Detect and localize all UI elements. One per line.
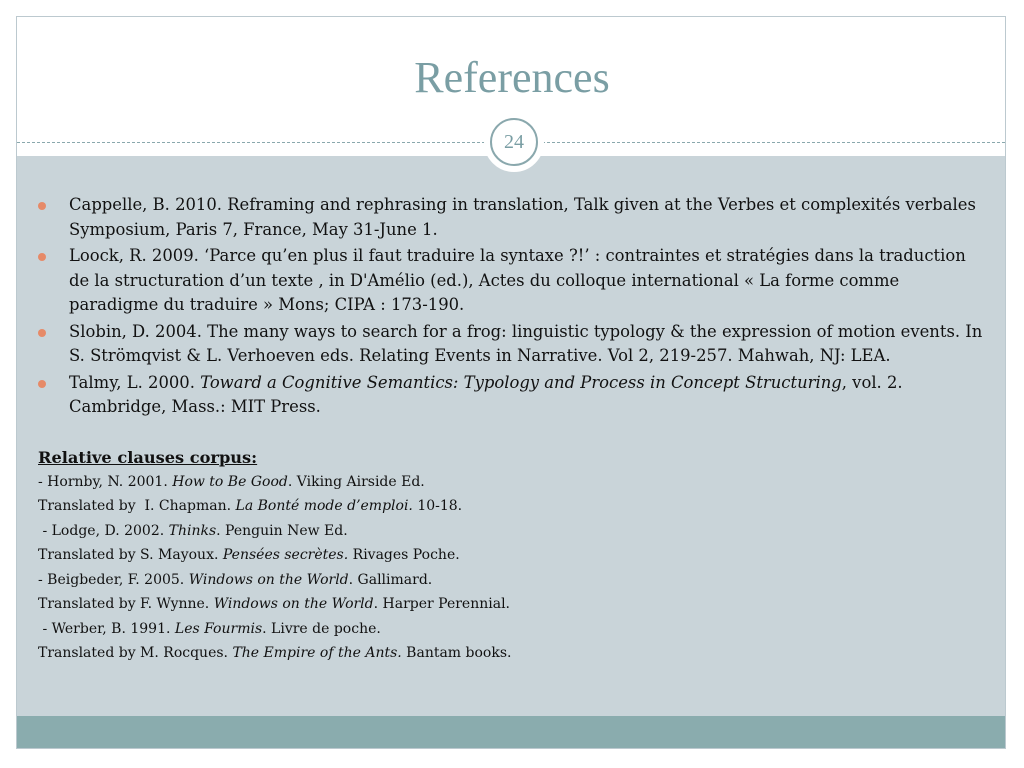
corpus-title: Windows on the World: [188, 571, 349, 588]
corpus-text: . Penguin New Ed.: [216, 522, 348, 539]
reference-title: Toward a Cognitive Semantics: Typology and Process in Concept Structuring: [200, 372, 842, 392]
corpus-text: 10-18.: [412, 498, 463, 514]
reference-list: [38, 193, 983, 420]
bullet-icon: [38, 380, 46, 388]
corpus-line: [38, 592, 983, 617]
corpus-title: Thinks: [168, 522, 217, 539]
corpus-line: [38, 494, 983, 519]
footer-band: [17, 716, 1005, 748]
corpus-text: . Livre de poche.: [262, 620, 381, 637]
reference-item: [38, 244, 983, 318]
corpus-text: - Lodge, D. 2002.: [38, 522, 169, 539]
corpus-line: [38, 641, 983, 666]
reference-item: [38, 193, 983, 242]
corpus-text: - Beigbeder, F. 2005.: [38, 571, 189, 588]
corpus-text: Translated by I. Chapman.: [38, 498, 236, 514]
corpus-text: - Werber, B. 1991.: [38, 620, 175, 637]
reference-item: [38, 320, 983, 369]
corpus-text: . Viking Airside Ed.: [287, 473, 425, 490]
corpus-text: . Gallimard.: [348, 571, 433, 588]
slide-content: [38, 193, 983, 666]
corpus-title: Pensées secrètes.: [222, 547, 349, 563]
reference-text: Slobin, D. 2004. The many ways to search for a frog: linguistic typology & the expression of motion events. In S. Strömqvist & L. Verhoeven eds. Relating Events in Narrative. Vol 2, 219-257. Mahwah, NJ: LEA.: [69, 321, 983, 365]
bullet-icon: [38, 253, 46, 261]
corpus-title: Les Fourmis: [174, 620, 263, 637]
corpus-list: [38, 470, 983, 666]
corpus-text: Translated by M. Rocques.: [38, 645, 233, 661]
corpus-text: Bantam books.: [401, 645, 512, 661]
corpus-line: [38, 519, 983, 544]
slide-number: 24: [490, 118, 538, 166]
corpus-title: How to Be Good: [172, 473, 288, 490]
corpus-line: [38, 470, 983, 495]
corpus-heading: Relative clauses corpus:: [38, 447, 258, 467]
corpus-text: Translated by F. Wynne.: [38, 596, 214, 612]
reference-text-post: , vol. 2. Cambridge, Mass.: MIT Press.: [69, 372, 903, 416]
corpus-title: La Bonté mode d’emploi.: [235, 498, 413, 514]
slide-title: References: [414, 53, 610, 102]
reference-item: [38, 371, 983, 420]
bullet-icon: [38, 202, 46, 210]
corpus-title: The Empire of the Ants.: [232, 645, 402, 661]
corpus-text: . Harper Perennial.: [373, 596, 511, 612]
reference-text: Cappelle, B. 2010. Reframing and rephrasing in translation, Talk given at the Verbes et complexités verbales Symposium, Paris 7, France, May 31-June 1.: [69, 195, 976, 239]
corpus-line: [38, 617, 983, 642]
slide-number-badge: [484, 112, 544, 172]
corpus-line: [38, 568, 983, 593]
corpus-text: Translated by S. Mayoux.: [38, 547, 223, 563]
reference-text-pre: Talmy, L. 2000.: [69, 372, 201, 392]
bullet-icon: [38, 329, 46, 337]
corpus-text: - Hornby, N. 2001.: [38, 473, 173, 490]
corpus-line: [38, 543, 983, 568]
reference-text: Loock, R. 2009. ‘Parce qu’en plus il faut traduire la syntaxe ?!’ : contraintes et stratégies dans la traduction de la structuration d’un texte , in D'Amélio (ed.), Actes du colloque international « La forme comme paradigme du traduire » Mons; CIPA : 173-190.: [69, 246, 966, 314]
corpus-title: Windows on the World: [213, 596, 374, 612]
corpus-text: Rivages Poche.: [348, 547, 460, 563]
